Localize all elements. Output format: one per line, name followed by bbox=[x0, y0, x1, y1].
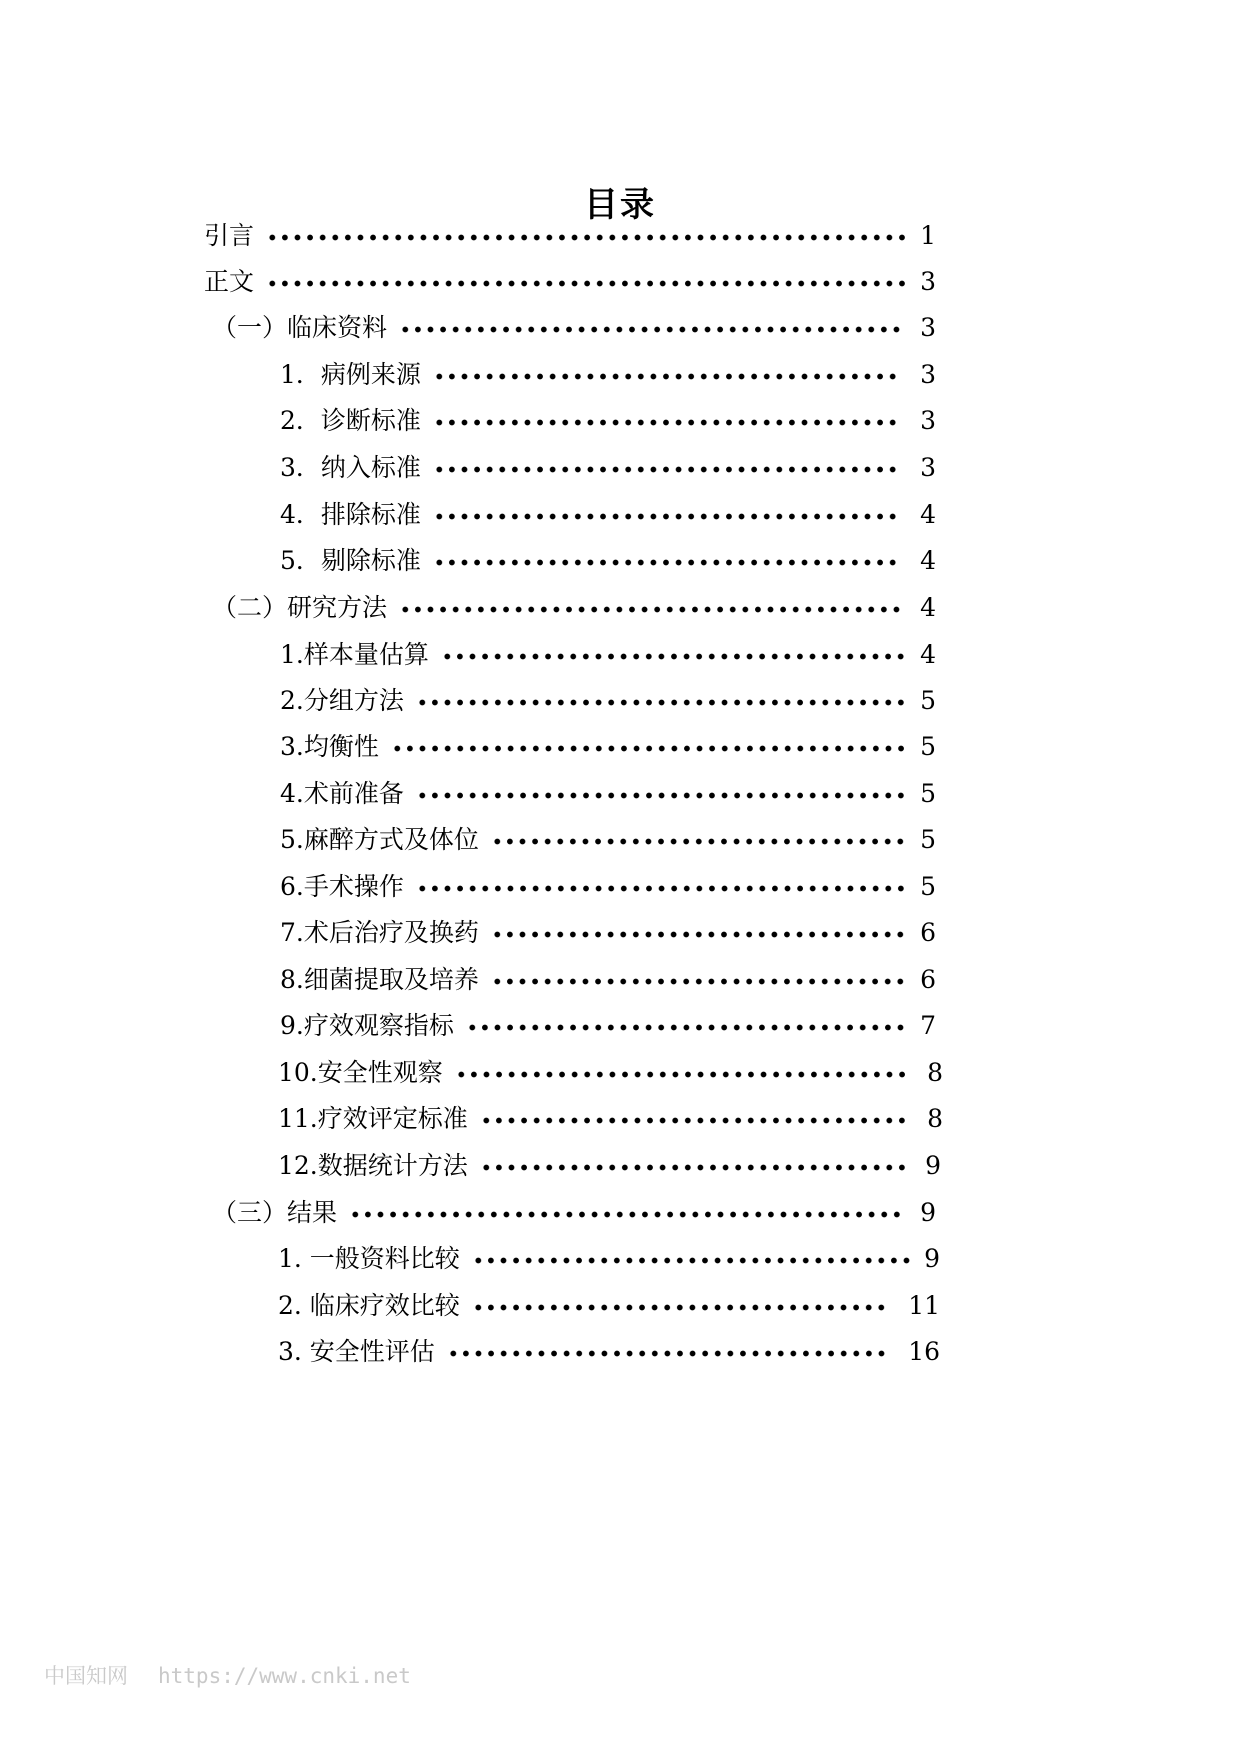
toc-entry-subsection[interactable] bbox=[0, 1334, 1240, 1370]
toc-entry-label: 8.细菌提取及培养 bbox=[280, 965, 479, 994]
dot-leader bbox=[266, 280, 909, 287]
toc-entry-page: 4 bbox=[920, 500, 936, 529]
toc-entry-subsection[interactable] bbox=[0, 1241, 1240, 1277]
toc-entry-label: 5．剔除标准 bbox=[280, 546, 421, 575]
toc-entry-section[interactable] bbox=[0, 310, 1240, 346]
toc-entry-page: 3 bbox=[920, 313, 936, 342]
toc-entry-section[interactable] bbox=[0, 590, 1240, 626]
dot-leader bbox=[416, 699, 907, 706]
dot-leader bbox=[441, 653, 907, 660]
toc-entry-subsection[interactable] bbox=[0, 1288, 1240, 1324]
toc-entry-label: 引言 bbox=[204, 221, 255, 250]
toc-entry-page: 7 bbox=[920, 1011, 936, 1040]
toc-entry-subsection[interactable] bbox=[0, 1008, 1240, 1044]
dot-leader bbox=[455, 1071, 909, 1078]
toc-entry-page: 6 bbox=[920, 965, 936, 994]
toc-entry-page: 5 bbox=[920, 686, 936, 715]
dot-leader bbox=[447, 1350, 888, 1357]
dot-leader bbox=[491, 931, 907, 938]
dot-leader bbox=[480, 1117, 908, 1124]
dot-leader bbox=[416, 885, 907, 892]
toc-entry-subsection[interactable] bbox=[0, 497, 1240, 533]
toc-entry-label: 1. 一般资料比较 bbox=[278, 1244, 460, 1273]
toc-entry-page: 3 bbox=[920, 453, 936, 482]
toc-entry-page: 9 bbox=[920, 1198, 936, 1227]
toc-entry-page: 16 bbox=[908, 1337, 940, 1366]
toc-entry-subsection[interactable] bbox=[0, 729, 1240, 765]
toc-entry-label: 9.疗效观察指标 bbox=[280, 1011, 454, 1040]
toc-entry-page: 3 bbox=[920, 360, 936, 389]
toc-entry-page: 8 bbox=[927, 1104, 943, 1133]
dot-leader bbox=[491, 838, 907, 845]
toc-entry-page: 3 bbox=[920, 406, 936, 435]
dot-leader bbox=[433, 466, 899, 473]
toc-entry-subsection[interactable] bbox=[0, 543, 1240, 579]
toc-entry-page: 3 bbox=[920, 267, 936, 296]
toc-entry-page: 5 bbox=[920, 825, 936, 854]
toc-entry-label: 6.手术操作 bbox=[280, 872, 404, 901]
toc-entry-page: 9 bbox=[925, 1151, 941, 1180]
toc-entry-page: 4 bbox=[920, 546, 936, 575]
toc-entry-page: 5 bbox=[920, 779, 936, 808]
toc-entry-subsection[interactable] bbox=[0, 1055, 1240, 1091]
toc-entry-subsection[interactable] bbox=[0, 1101, 1240, 1137]
toc-entry-subsection[interactable] bbox=[0, 962, 1240, 998]
toc-entry-label: 2.分组方法 bbox=[280, 686, 404, 715]
toc-entry-subsection[interactable] bbox=[0, 869, 1240, 905]
toc-entry-intro[interactable] bbox=[0, 218, 1240, 254]
toc-entry-page: 1 bbox=[920, 221, 936, 250]
toc-entry-label: 1.样本量估算 bbox=[280, 640, 429, 669]
toc-entry-subsection[interactable] bbox=[0, 403, 1240, 439]
toc-entry-subsection[interactable] bbox=[0, 357, 1240, 393]
dot-leader bbox=[433, 513, 899, 520]
toc-entry-label: 正文 bbox=[204, 267, 255, 296]
toc-entry-subsection[interactable] bbox=[0, 683, 1240, 719]
dot-leader bbox=[491, 978, 907, 985]
watermark-site-name: 中国知网 bbox=[44, 1664, 128, 1688]
toc-entry-page: 11 bbox=[908, 1291, 940, 1320]
toc-entry-page: 9 bbox=[924, 1244, 940, 1273]
dot-leader bbox=[472, 1304, 888, 1311]
dot-leader bbox=[472, 1257, 913, 1264]
toc-entry-page: 5 bbox=[920, 872, 936, 901]
toc-entry-label: 2．诊断标准 bbox=[280, 406, 421, 435]
toc-entry-label: 11.疗效评定标准 bbox=[278, 1104, 468, 1133]
toc-title: 目录 bbox=[584, 185, 656, 225]
dot-leader bbox=[349, 1211, 903, 1218]
toc-entry-label: 10.安全性观察 bbox=[278, 1058, 443, 1087]
toc-entry-label: （一）临床资料 bbox=[212, 313, 388, 342]
dot-leader bbox=[399, 326, 903, 333]
dot-leader bbox=[433, 419, 899, 426]
dot-leader bbox=[266, 234, 909, 241]
dot-leader bbox=[433, 373, 899, 380]
toc-entry-label: 7.术后治疗及换药 bbox=[280, 918, 479, 947]
toc-entry-subsection[interactable] bbox=[0, 915, 1240, 951]
toc-entry-main-text[interactable] bbox=[0, 264, 1240, 300]
toc-entry-label: 12.数据统计方法 bbox=[278, 1151, 468, 1180]
toc-entry-subsection[interactable] bbox=[0, 822, 1240, 858]
toc-entry-label: 5.麻醉方式及体位 bbox=[280, 825, 479, 854]
dot-leader bbox=[466, 1024, 907, 1031]
toc-entry-subsection[interactable] bbox=[0, 776, 1240, 812]
toc-entry-label: 4.术前准备 bbox=[280, 779, 404, 808]
watermark-url: https://www.cnki.net bbox=[158, 1664, 411, 1688]
cnki-watermark bbox=[44, 1660, 411, 1690]
toc-entry-section[interactable] bbox=[0, 1195, 1240, 1231]
toc-entry-label: 1．病例来源 bbox=[280, 360, 421, 389]
dot-leader bbox=[433, 559, 899, 566]
toc-entry-subsection[interactable] bbox=[0, 450, 1240, 486]
toc-entry-page: 8 bbox=[927, 1058, 943, 1087]
toc-entry-page: 5 bbox=[920, 732, 936, 761]
dot-leader bbox=[399, 606, 903, 613]
toc-entry-label: 3.均衡性 bbox=[280, 732, 379, 761]
toc-entry-label: 4．排除标准 bbox=[280, 500, 421, 529]
toc-entry-label: （三）结果 bbox=[212, 1198, 338, 1227]
dot-leader bbox=[391, 745, 908, 752]
toc-entry-label: 2. 临床疗效比较 bbox=[278, 1291, 460, 1320]
toc-entry-subsection[interactable] bbox=[0, 637, 1240, 673]
toc-entry-label: （二）研究方法 bbox=[212, 593, 388, 622]
toc-entry-page: 6 bbox=[920, 918, 936, 947]
dot-leader bbox=[480, 1164, 908, 1171]
toc-entry-subsection[interactable] bbox=[0, 1148, 1240, 1184]
toc-entry-label: 3. 安全性评估 bbox=[278, 1337, 435, 1366]
toc-entry-label: 3．纳入标准 bbox=[280, 453, 421, 482]
toc-entry-page: 4 bbox=[920, 640, 936, 669]
toc-entry-page: 4 bbox=[920, 593, 936, 622]
dot-leader bbox=[416, 792, 907, 799]
